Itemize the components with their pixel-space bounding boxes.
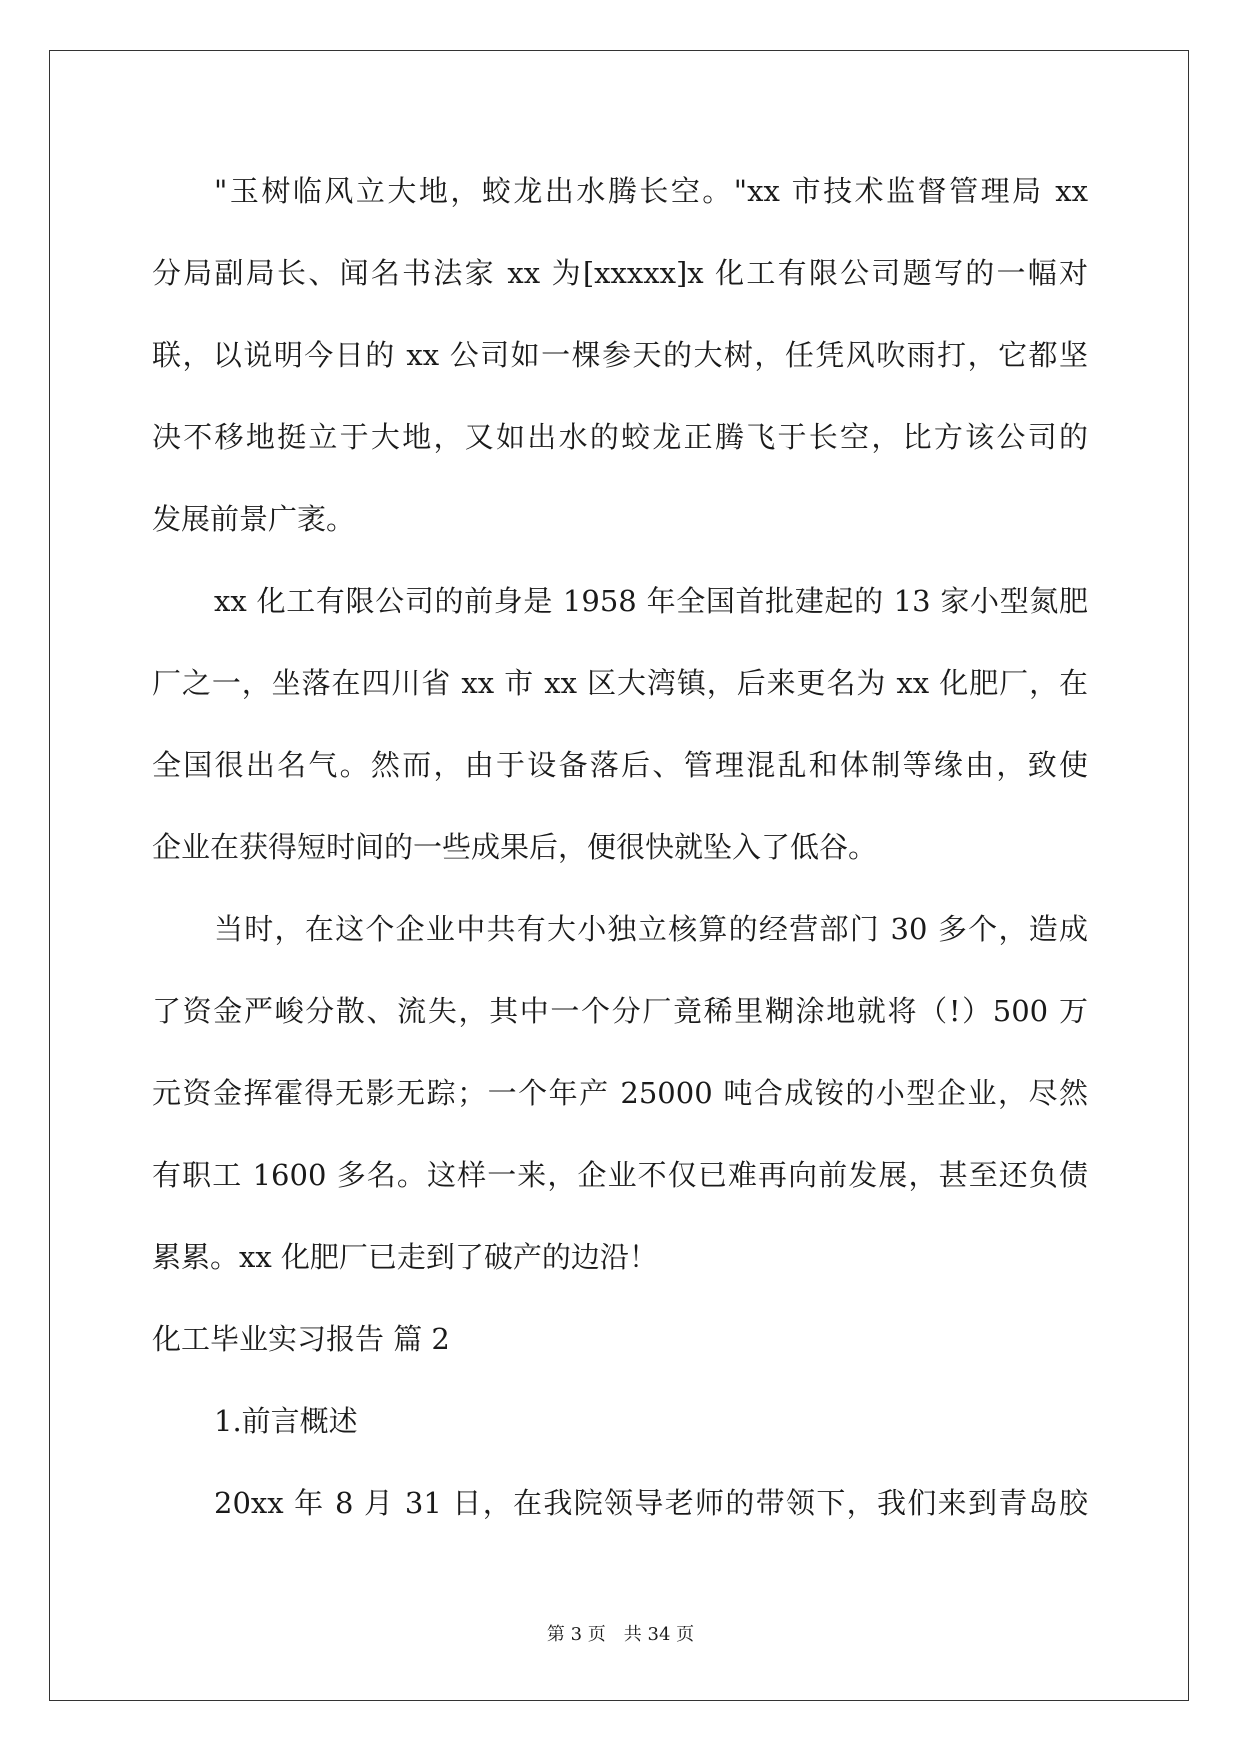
paragraph-line: 有职工 1600 多名。这样一来，企业不仅已难再向前发展，甚至还负债 bbox=[152, 1158, 1088, 1192]
subheading: 1.前言概述 bbox=[214, 1404, 358, 1438]
paragraph-line: 企业在获得短时间的一些成果后，便很快就坠入了低谷。 bbox=[152, 830, 878, 864]
paragraph-line: 全国很出名气。然而，由于设备落后、管理混乱和体制等缘由，致使 bbox=[152, 748, 1088, 782]
document-body bbox=[152, 150, 1088, 1544]
paragraph-line: 累累。xx 化肥厂已走到了破产的边沿！ bbox=[152, 1240, 658, 1274]
paragraph-line: 了资金严峻分散、流失，其中一个分厂竟稀里糊涂地就将（!）500 万 bbox=[152, 994, 1088, 1028]
paragraph-line: "玉树临风立大地，蛟龙出水腾长空。"xx 市技术监督管理局 xx bbox=[214, 174, 1088, 208]
paragraph-line: 发展前景广袤。 bbox=[152, 502, 356, 536]
paragraph-line: 联，以说明今日的 xx 公司如一棵参天的大树，任凭风吹雨打，它都坚 bbox=[152, 338, 1088, 372]
page-number: 第 3 页 bbox=[546, 1624, 606, 1645]
paragraph-line: 分局副局长、闻名书法家 xx 为[xxxxx]x 化工有限公司题写的一幅对 bbox=[152, 256, 1088, 290]
paragraph-line: 20xx 年 8 月 31 日，在我院领导老师的带领下，我们来到青岛胶 bbox=[214, 1486, 1088, 1520]
paragraph-line: xx 化工有限公司的前身是 1958 年全国首批建起的 13 家小型氮肥 bbox=[214, 584, 1088, 618]
paragraph-line: 决不移地挺立于大地，又如出水的蛟龙正腾飞于长空，比方该公司的 bbox=[152, 420, 1088, 454]
section-heading: 化工毕业实习报告 篇 2 bbox=[152, 1322, 450, 1356]
paragraph-line: 元资金挥霍得无影无踪；一个年产 25000 吨合成铵的小型企业，尽然 bbox=[152, 1076, 1088, 1110]
page-footer bbox=[0, 1620, 1241, 1646]
total-pages: 共 34 页 bbox=[623, 1624, 695, 1645]
paragraph-line: 当时，在这个企业中共有大小独立核算的经营部门 30 多个，造成 bbox=[214, 912, 1088, 946]
paragraph-line: 厂之一，坐落在四川省 xx 市 xx 区大湾镇，后来更名为 xx 化肥厂，在 bbox=[152, 666, 1088, 700]
